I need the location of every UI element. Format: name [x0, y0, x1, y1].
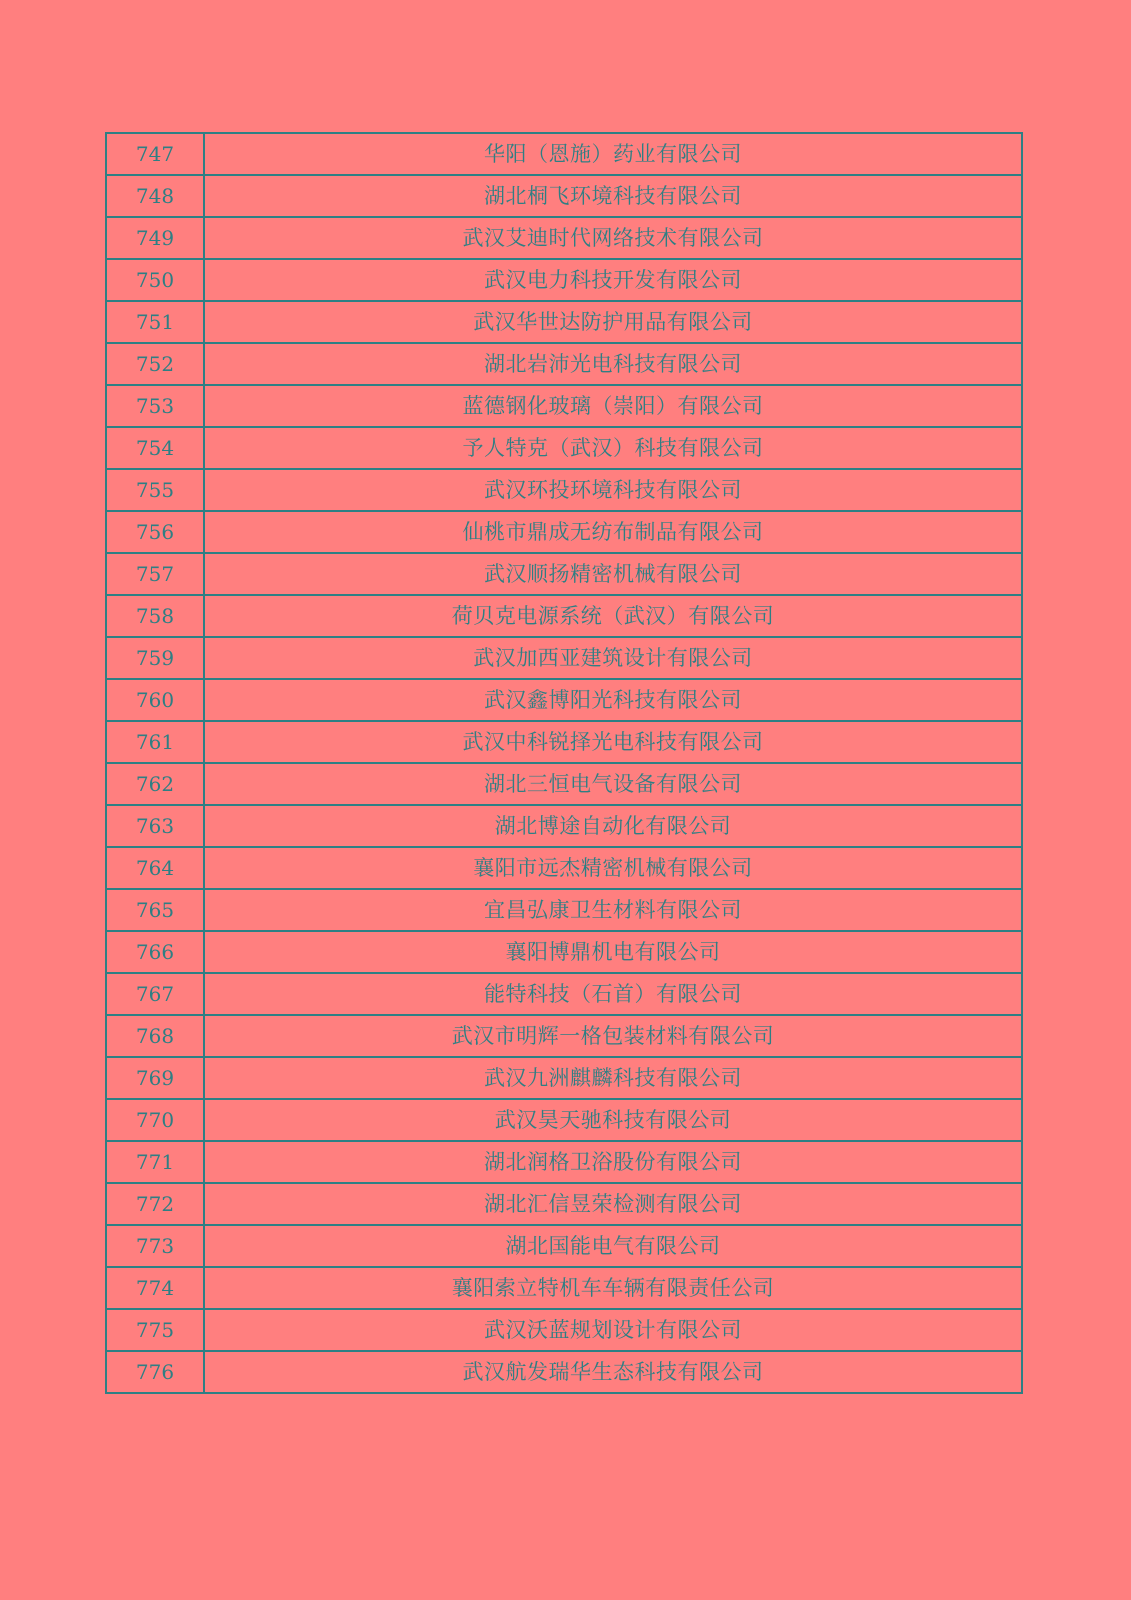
row-number-cell: 750: [106, 259, 204, 301]
row-number-cell: 756: [106, 511, 204, 553]
company-name-cell: 武汉航发瑞华生态科技有限公司: [204, 1351, 1022, 1393]
company-name-cell: 武汉鑫博阳光科技有限公司: [204, 679, 1022, 721]
row-number-cell: 766: [106, 931, 204, 973]
row-number-cell: 751: [106, 301, 204, 343]
row-number-cell: 747: [106, 133, 204, 175]
company-name-cell: 武汉昊天驰科技有限公司: [204, 1099, 1022, 1141]
table-row: [106, 133, 1022, 175]
table-row: [106, 1141, 1022, 1183]
company-name-cell: 武汉顺扬精密机械有限公司: [204, 553, 1022, 595]
company-name-cell: 湖北三恒电气设备有限公司: [204, 763, 1022, 805]
row-number-cell: 768: [106, 1015, 204, 1057]
company-name-cell: 湖北国能电气有限公司: [204, 1225, 1022, 1267]
table-row: [106, 1225, 1022, 1267]
table-row: [106, 637, 1022, 679]
row-number-cell: 748: [106, 175, 204, 217]
row-number-cell: 774: [106, 1267, 204, 1309]
table-row: [106, 1057, 1022, 1099]
company-name-cell: 仙桃市鼎成无纺布制品有限公司: [204, 511, 1022, 553]
table-row: [106, 679, 1022, 721]
company-name-cell: 湖北岩沛光电科技有限公司: [204, 343, 1022, 385]
table-row: [106, 1267, 1022, 1309]
table-row: [106, 889, 1022, 931]
company-list-table: [105, 132, 1023, 1394]
row-number-cell: 755: [106, 469, 204, 511]
company-name-cell: 襄阳市远杰精密机械有限公司: [204, 847, 1022, 889]
table-row: [106, 847, 1022, 889]
company-name-cell: 蓝德钢化玻璃（崇阳）有限公司: [204, 385, 1022, 427]
table-row: [106, 511, 1022, 553]
row-number-cell: 764: [106, 847, 204, 889]
table-row: [106, 1015, 1022, 1057]
company-name-cell: 武汉中科锐择光电科技有限公司: [204, 721, 1022, 763]
company-name-cell: 华阳（恩施）药业有限公司: [204, 133, 1022, 175]
row-number-cell: 752: [106, 343, 204, 385]
company-name-cell: 荷贝克电源系统（武汉）有限公司: [204, 595, 1022, 637]
table-row: [106, 259, 1022, 301]
row-number-cell: 753: [106, 385, 204, 427]
table-row: [106, 595, 1022, 637]
table-row: [106, 301, 1022, 343]
company-name-cell: 武汉华世达防护用品有限公司: [204, 301, 1022, 343]
table-row: [106, 175, 1022, 217]
company-name-cell: 武汉沃蓝规划设计有限公司: [204, 1309, 1022, 1351]
company-name-cell: 武汉电力科技开发有限公司: [204, 259, 1022, 301]
table-row: [106, 763, 1022, 805]
table-row: [106, 973, 1022, 1015]
row-number-cell: 749: [106, 217, 204, 259]
table-row: [106, 469, 1022, 511]
company-name-cell: 湖北桐飞环境科技有限公司: [204, 175, 1022, 217]
row-number-cell: 772: [106, 1183, 204, 1225]
company-name-cell: 宜昌弘康卫生材料有限公司: [204, 889, 1022, 931]
table-row: [106, 1351, 1022, 1393]
table-row: [106, 427, 1022, 469]
company-name-cell: 武汉市明辉一格包装材料有限公司: [204, 1015, 1022, 1057]
company-name-cell: 湖北汇信昱荣检测有限公司: [204, 1183, 1022, 1225]
table-row: [106, 1309, 1022, 1351]
table-row: [106, 343, 1022, 385]
row-number-cell: 754: [106, 427, 204, 469]
row-number-cell: 767: [106, 973, 204, 1015]
table-row: [106, 217, 1022, 259]
row-number-cell: 758: [106, 595, 204, 637]
company-name-cell: 湖北博途自动化有限公司: [204, 805, 1022, 847]
table-row: [106, 931, 1022, 973]
row-number-cell: 769: [106, 1057, 204, 1099]
row-number-cell: 760: [106, 679, 204, 721]
company-name-cell: 湖北润格卫浴股份有限公司: [204, 1141, 1022, 1183]
company-name-cell: 武汉加西亚建筑设计有限公司: [204, 637, 1022, 679]
table-row: [106, 1183, 1022, 1225]
row-number-cell: 770: [106, 1099, 204, 1141]
row-number-cell: 776: [106, 1351, 204, 1393]
company-name-cell: 予人特克（武汉）科技有限公司: [204, 427, 1022, 469]
company-name-cell: 襄阳索立特机车车辆有限责任公司: [204, 1267, 1022, 1309]
company-name-cell: 武汉环投环境科技有限公司: [204, 469, 1022, 511]
company-name-cell: 能特科技（石首）有限公司: [204, 973, 1022, 1015]
row-number-cell: 771: [106, 1141, 204, 1183]
row-number-cell: 759: [106, 637, 204, 679]
row-number-cell: 762: [106, 763, 204, 805]
table-row: [106, 385, 1022, 427]
table-row: [106, 1099, 1022, 1141]
row-number-cell: 775: [106, 1309, 204, 1351]
table-row: [106, 721, 1022, 763]
table-row: [106, 553, 1022, 595]
row-number-cell: 773: [106, 1225, 204, 1267]
row-number-cell: 763: [106, 805, 204, 847]
company-name-cell: 武汉艾迪时代网络技术有限公司: [204, 217, 1022, 259]
company-name-cell: 武汉九洲麒麟科技有限公司: [204, 1057, 1022, 1099]
row-number-cell: 757: [106, 553, 204, 595]
company-name-cell: 襄阳博鼎机电有限公司: [204, 931, 1022, 973]
table-row: [106, 805, 1022, 847]
row-number-cell: 761: [106, 721, 204, 763]
table-body: [106, 133, 1022, 1393]
row-number-cell: 765: [106, 889, 204, 931]
